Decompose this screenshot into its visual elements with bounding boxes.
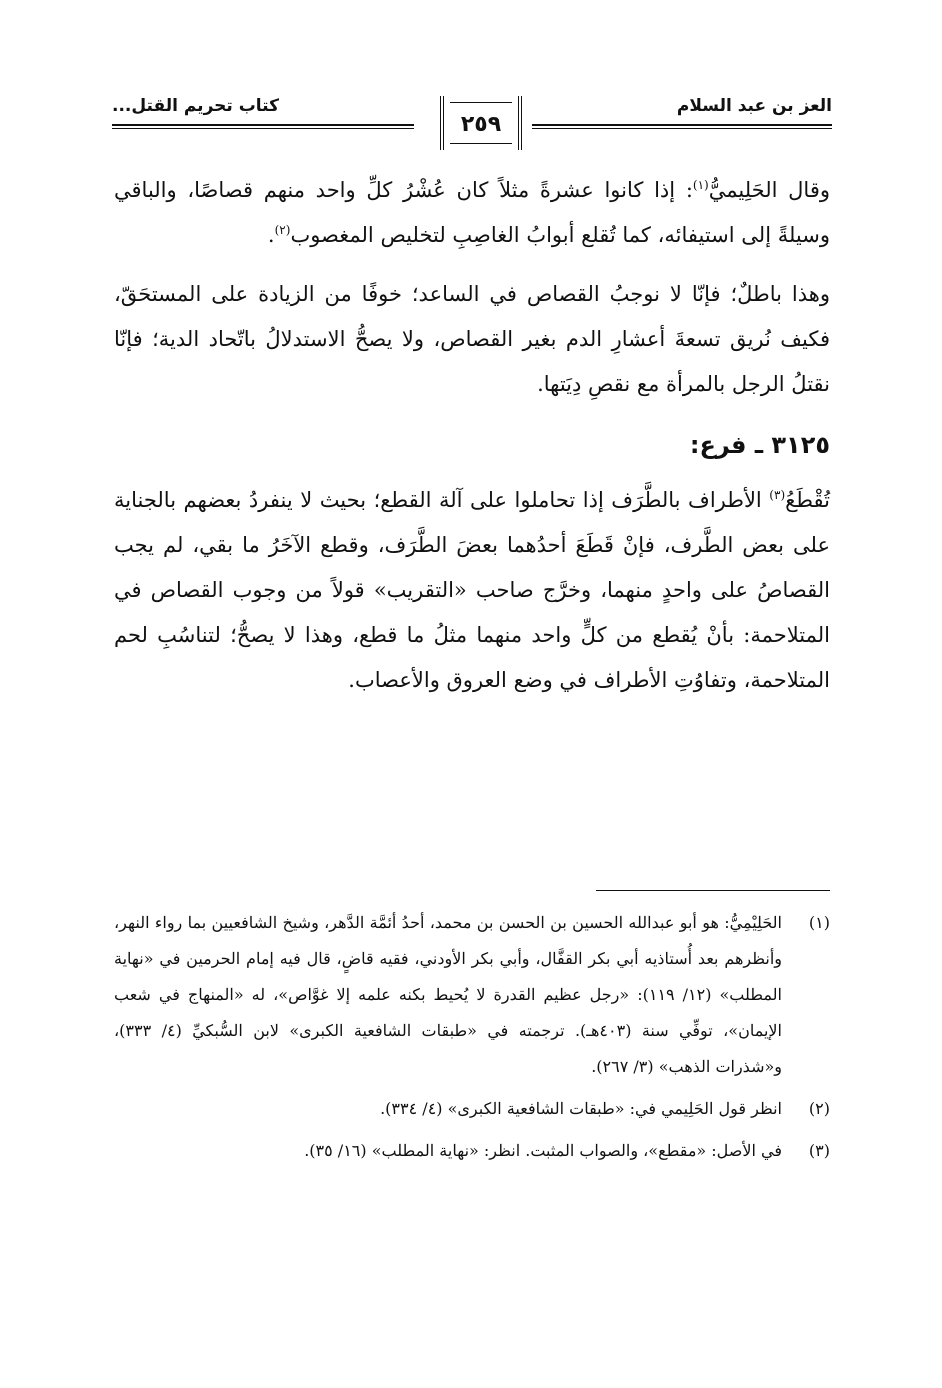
- paragraph-branch-body: الأطراف بالطَّرَف إذا تحاملوا على آلة القطع؛ بحيث لا ينفردُ بعضهم بالجناية على بعض الطَّرف، فإنْ قَطَعَ أحدُهما بعضَ الطَّرَف، وقطع الآخَرُ ما بقي، لم يجب القصاصُ على واحدٍ منهما، وخرَّج صاحب «التقريب» قولاً من وجوب القصاص في المتلاحمة: بأنْ يُقطع من كلٍّ واحد منهما مثلُ ما قطع، وهذا لا يصحُّ؛ لتناسُبِ لحم المتلاحمة، وتفاوُتِ الأطراف في وضع العروق والأعصاب.: [114, 488, 830, 692]
- header-rule-left-thin: [112, 128, 414, 129]
- paragraph-halimi-body: : إذا كانوا عشرةً مثلاً كان عُشْرُ كلِّ واحد منهم قصاصًا، والباقي وسيلةً إلى استيفائه، كما تُقلع أبوابُ الغاصِبِ لتخليص المغصوب: [114, 178, 830, 247]
- footnote-number: (٢): [808, 1099, 830, 1118]
- footnote-separator: [596, 890, 830, 891]
- header-book-title: كتاب تحريم القتل...: [112, 96, 279, 116]
- paragraph-halimi-start: وقال الحَلِيميُّ: [708, 178, 831, 202]
- paragraph-branch: [114, 478, 830, 703]
- footnote-2: [114, 1091, 830, 1127]
- paragraph-refutation: وهذا باطلٌ؛ فإنّا لا نوجبُ القصاص في الساعد؛ خوفًا من الزيادة على المستحَقّ، فكيف نُريق تسعةَ أعشارِ الدم بغير القصاص، ولا يصحُّ الاستدلالُ باتّحاد الدية؛ فإنّا نقتلُ الرجل بالمرأة مع نقصِ دِيَتها.: [114, 282, 830, 396]
- footnote-ref-2: (٢): [274, 223, 291, 237]
- footnote-text: الحَلِيْمِيُّ: هو أبو عبدالله الحسين بن الحسن بن محمد، أحدُ أئمَّة الدَّهر، وشيخ الشافعيين بما رواء النهر، وأنظرهم بعد أُستاذيه أبي بكر القفَّال، وأبي بكر الأودني، فقيه قاضٍ، قال فيه إمام الحرمين في «نهاية المطلب» (١٢/ ١١٩): «رجل عظيم القدرة لا يُحيط بكنه علمه إلا غوَّاص»، له «المنهاج في شعب الإيمان»، توفِّي سنة (٤٠٣هـ). ترجمته في «طبقات الشافعية الكبرى» لابن السُّبكيِّ (٤/ ٣٣٣)، و«شذرات الذهب» (٣/ ٢٦٧).: [114, 913, 782, 1076]
- footnotes: [114, 905, 830, 1175]
- header-rule-left: [112, 124, 414, 126]
- main-text: [114, 168, 830, 703]
- footnote-1: [114, 905, 830, 1085]
- header-author: العز بن عبد السلام: [676, 96, 832, 116]
- header-rule-right-thin: [532, 128, 832, 129]
- footnote-3: [114, 1133, 830, 1169]
- paragraph-halimi-end: .: [267, 223, 275, 247]
- footnote-text: انظر قول الحَلِيمي في: «طبقات الشافعية الكبرى» (٤/ ٣٣٤).: [380, 1099, 782, 1118]
- header-rule-right: [532, 124, 832, 126]
- footnote-number: (٣): [808, 1141, 830, 1160]
- paragraph-branch-start: تُقْطَعُ: [785, 488, 830, 512]
- footnote-number: (١): [808, 913, 830, 932]
- paragraph-halimi-quote: [114, 168, 830, 258]
- branch-heading: ٣١٢٥ ـ فرع:: [689, 431, 830, 459]
- page-number: ٢٥٩: [460, 112, 502, 137]
- footnote-text: في الأصل: «مقطع»، والصواب المثبت. انظر: «نهاية المطلب» (١٦/ ٣٥).: [304, 1141, 782, 1160]
- footnote-ref-3: (٣): [769, 488, 786, 502]
- footnote-ref-1: (١): [692, 178, 709, 192]
